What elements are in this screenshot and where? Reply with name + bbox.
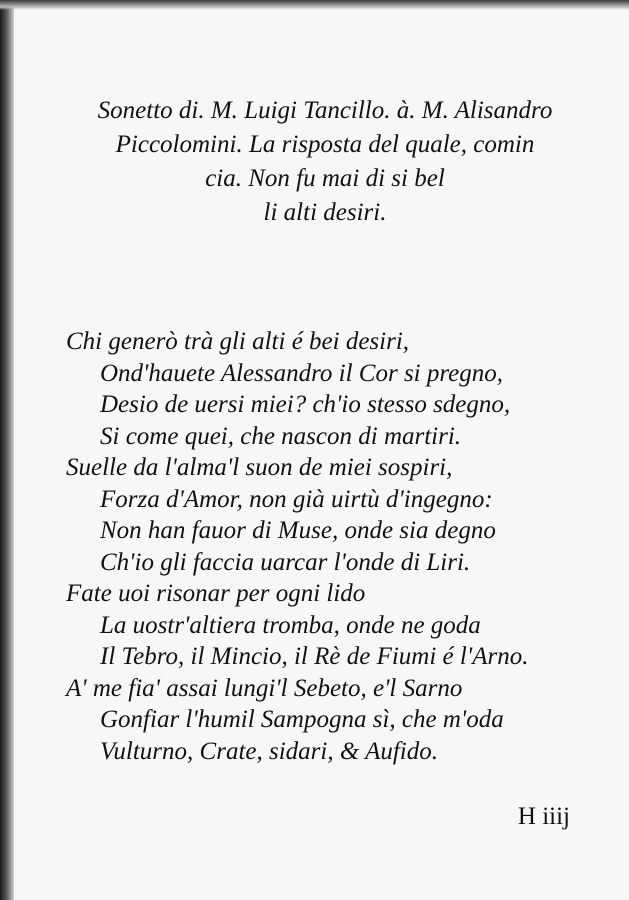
poem-line-10: La uostr'altiera tromba, onde ne goda bbox=[100, 611, 481, 639]
sonnet-body bbox=[66, 326, 606, 767]
poem-line-12: A' me fia' assai lungi'l Sebeto, e'l Sarno bbox=[66, 674, 463, 702]
signature-mark: H iiij bbox=[517, 803, 570, 830]
poem-line-8: Ch'io gli faccia uarcar l'onde di Liri. bbox=[100, 548, 471, 576]
poem-line-13: Gonfiar l'humil Sampogna sì, che m'oda bbox=[100, 706, 504, 733]
heading-line-4: li alti desiri. bbox=[263, 199, 387, 226]
poem-line-9: Fate uoi risonar per ogni lido bbox=[66, 580, 366, 607]
heading-line-2: Piccolomini. La risposta del quale, comin bbox=[115, 131, 535, 158]
page-top-shadow bbox=[0, 0, 629, 10]
page-binding-shadow bbox=[0, 0, 14, 900]
poem-line-2: Ond'hauete Alessandro il Cor si pregno, bbox=[100, 359, 504, 387]
poem-line-11: Il Tebro, il Mincio, il Rè de Fiumi é l'Arno. bbox=[100, 643, 529, 670]
heading-line-3: cia. Non fu mai di si bel bbox=[205, 165, 445, 192]
poem-line-7: Non han fauor di Muse, onde sia degno bbox=[100, 517, 496, 544]
poem-line-5: Suelle da l'alma'l suon de miei sospiri, bbox=[66, 454, 453, 481]
poem-line-3: Desio de uersi miei? ch'io stesso sdegno, bbox=[100, 391, 511, 418]
poem-line-14: Vulturno, Crate, sidari, & Aufido. bbox=[100, 737, 438, 765]
poem-line-4: Si come quei, che nascon di martiri. bbox=[100, 422, 462, 450]
heading-line-1: Sonetto di. M. Luigi Tancillo. à. M. Alisandro bbox=[97, 97, 553, 124]
sonnet-heading bbox=[60, 94, 590, 230]
poem-line-6: Forza d'Amor, non già uirtù d'ingegno: bbox=[100, 485, 493, 513]
poem-line-1: Chi generò trà gli alti é bei desiri, bbox=[66, 328, 410, 355]
